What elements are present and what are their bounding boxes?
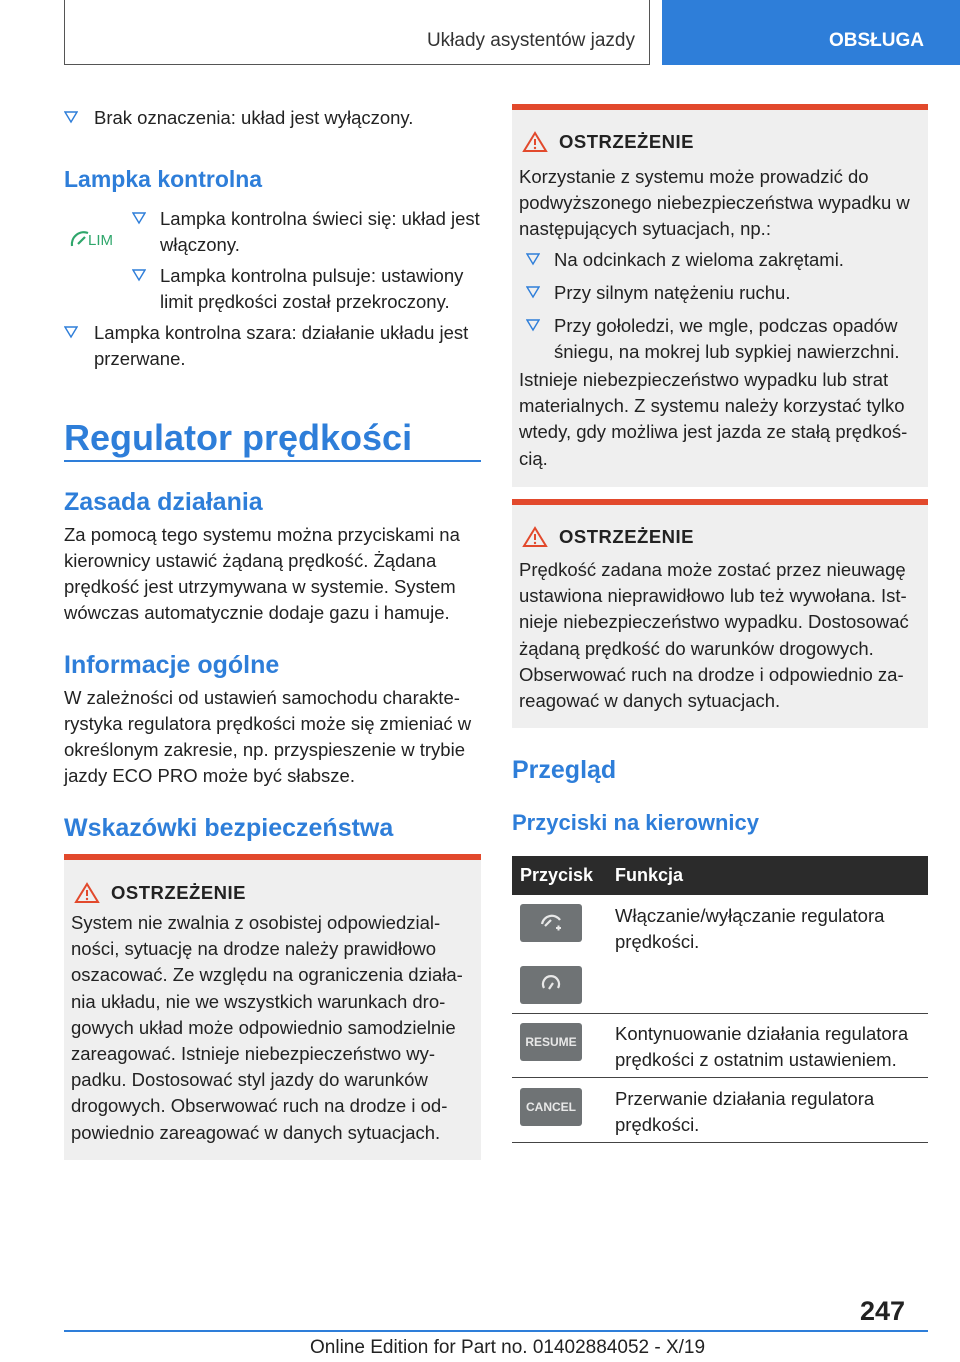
bullet-text: Lampka kontrolna szara: działanie układu jest przerwane. — [94, 322, 469, 369]
title-rule — [64, 460, 481, 462]
table-header-button: Przycisk — [520, 865, 594, 885]
bullet-item — [64, 105, 481, 131]
triangle-bullet-icon — [132, 268, 146, 282]
bullet-item — [526, 313, 922, 365]
bullet-item — [132, 206, 481, 258]
table-row-divider — [512, 1013, 928, 1014]
table-cell-function: Kontynuowanie działania regulatora prędkości z ostatnim ustawieniem. — [615, 1023, 909, 1070]
table-row-divider — [512, 1142, 928, 1143]
warning-box — [64, 854, 481, 1160]
bullet-text: Przy silnym natężeniu ruchu. — [554, 282, 791, 303]
warning-triangle-icon — [522, 131, 548, 153]
cancel-button-label: CANCEL — [526, 1100, 576, 1114]
warning-triangle-icon — [74, 882, 100, 904]
warning-title: OSTRZEŻENIE — [559, 526, 695, 547]
resume-button-image — [520, 1023, 582, 1061]
bullet-item — [64, 320, 481, 372]
bullet-text: Na odcinkach z wieloma zakrętami. — [554, 249, 844, 270]
table-cell-function: Włączanie/wyłączanie regulatora prędkości. — [615, 905, 885, 952]
header-chapter-tab[interactable] — [662, 0, 960, 65]
warning-title: OSTRZEŻENIE — [559, 131, 695, 152]
triangle-bullet-icon — [132, 211, 146, 225]
bullet-text: Lampka kontrolna pulsuje: ustawiony limit prędkości został przekroczony. — [160, 265, 464, 312]
table-header — [512, 856, 928, 895]
table-cell-function: Przerwanie działania regulatora prędkości. — [615, 1088, 875, 1135]
triangle-bullet-icon — [526, 285, 540, 299]
bullet-item — [132, 263, 481, 315]
lim-icon-label: LIM — [88, 232, 114, 249]
warning-title: OSTRZEŻENIE — [111, 882, 247, 903]
cancel-button-image — [520, 1088, 582, 1126]
triangle-bullet-icon — [64, 325, 78, 339]
heading-przyciski: Przyciski na kierownicy — [512, 810, 760, 835]
warning-intro: Korzystanie z systemu może prowadzić do podwyższonego niebezpieczeństwa wypadku w następujących sytuacjach, np.: — [519, 166, 910, 240]
bullet-text: Lampka kontrolna świeci się: układ jest włączony. — [160, 208, 480, 255]
warning-text: System nie zwalnia z osobistej odpowiedzialności, sytuację na drodze należy prawidłowo oszacować. Ze względu na ograniczenia działania układu, nie we wszystkich warunkach drogowych układ może odpowiednio samodzielnie zareagować. Istnieje niebezpieczeństwo wypadku. Dostosować styl jazdy do warunków drogowych. Obserwować ruch na drodze i odpowiednio zareagować w danych sytuacjach. — [71, 912, 463, 1143]
triangle-bullet-icon — [64, 110, 78, 124]
warning-bar — [512, 499, 928, 505]
table-row-divider — [512, 1077, 928, 1078]
warning-bar — [512, 104, 928, 110]
warning-box — [512, 104, 928, 487]
cruise-off-icon — [520, 966, 582, 1004]
warning-triangle-icon — [522, 526, 548, 548]
bullet-item — [526, 280, 922, 306]
bullet-text: Przy gołoledzi, we mgle, podczas opadów śniegu, na mokrej lub sypkiej nawierzchni. — [554, 315, 900, 362]
lim-indicator-icon — [68, 224, 120, 254]
header-section-title: Układy asystentów jazdy — [426, 30, 635, 51]
footer-rule — [64, 1330, 928, 1332]
triangle-bullet-icon — [526, 318, 540, 332]
warning-text: Prędkość zadana może zostać przez nieuwagę ustawiona nieprawidłowo lub też wywołana. Istnieje niebezpieczeństwo wypadku. Dostosować żądaną prędkość do warunków drogowych. Obserwować ruch na drodze i odpowiednio zareagować w danych sytuacjach. — [519, 559, 909, 712]
page-number: 247 — [860, 1296, 906, 1326]
heading-przeglad: Przegląd — [512, 756, 617, 784]
table-header-function: Funkcja — [615, 865, 684, 885]
paragraph-zasada: Za pomocą tego systemu można przyciskami na kierownicy ustawić żądaną prędkość. Żądana prędkość jest utrzymywana w systemie. System wówczas automatycznie dodaje gazu i hamuje. — [64, 524, 460, 623]
bullet-item — [526, 247, 922, 273]
heading-safety: Wskazówki bezpieczeństwa — [64, 814, 394, 842]
bullet-text: Brak oznaczenia: układ jest wyłączony. — [94, 107, 414, 128]
warning-bar — [64, 854, 481, 860]
header-chapter-title: OBSŁUGA — [829, 30, 924, 51]
resume-button-label: RESUME — [525, 1035, 577, 1049]
heading-zasada: Zasada działania — [64, 488, 263, 516]
paragraph-info: W zależności od ustawień samochodu charakterystyka regulatora prędkości może się zmieniać w określonym zakresie, np. przyspieszenie w trybie jazdy ECO PRO może być słabsze. — [64, 687, 472, 786]
heading-info: Informacje ogólne — [64, 651, 280, 679]
lamp-heading: Lampka kontrolna — [64, 166, 263, 192]
header-section-box — [64, 0, 650, 65]
warning-outro: Istnieje niebezpieczeństwo wypadku lub strat materialnych. Z systemu należy korzystać tylko wtedy, gdy możliwa jest jazda ze stałą prędkością. — [519, 369, 908, 469]
cruise-on-icon — [520, 904, 582, 942]
warning-box — [512, 499, 928, 728]
triangle-bullet-icon — [526, 252, 540, 266]
main-title: Regulator prędkości — [64, 417, 413, 458]
footer-edition: Online Edition for Part no. 01402884052 - X/19 — [310, 1337, 706, 1358]
